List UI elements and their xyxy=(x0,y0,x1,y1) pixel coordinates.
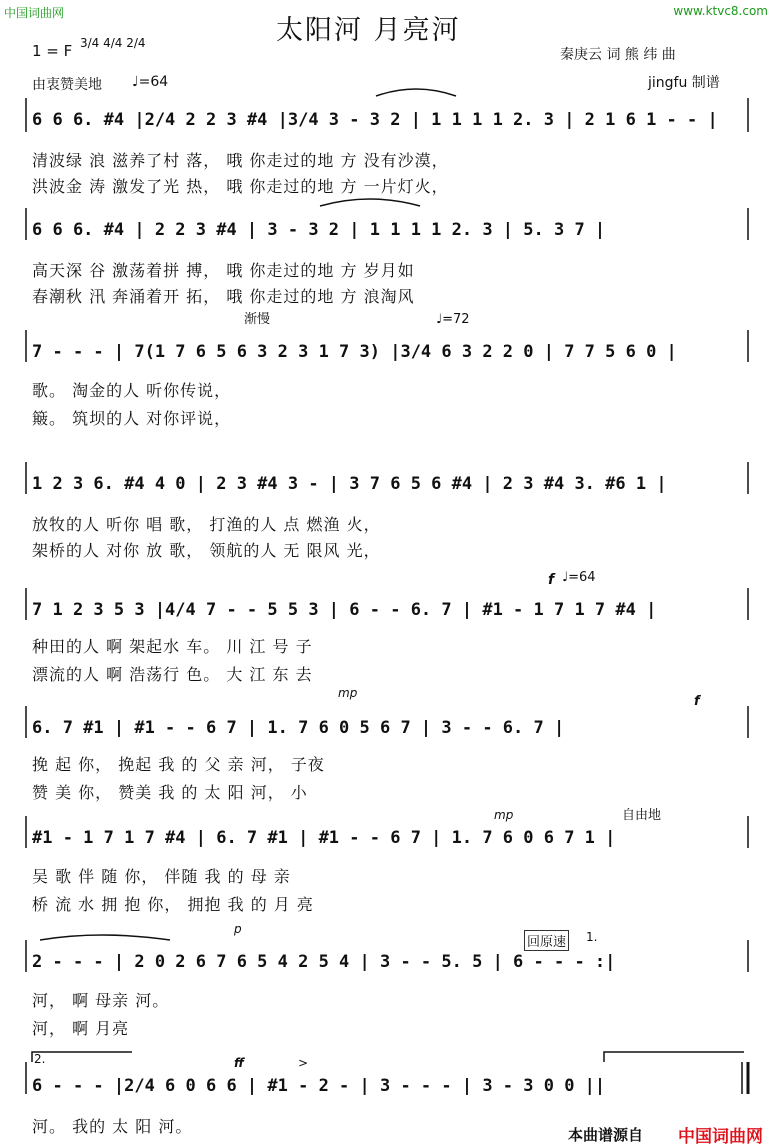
lyrics-verse1: 河， 啊 母亲 河。 xyxy=(32,991,170,1010)
lyrics-verse2: 春潮秋 汛 奔涌着开 拓， 哦 你走过的地 方 浪淘风 xyxy=(32,287,415,306)
lyrics-verse1: 河。 我的 太 阳 河。 xyxy=(32,1117,193,1136)
lyrics-verse1: 清波绿 浪 滋养了村 落， 哦 你走过的地 方 没有沙漠， xyxy=(32,151,449,170)
footer-source: 本曲谱源自 xyxy=(568,1126,644,1144)
dynamic-fortissimo: ff xyxy=(234,1056,244,1070)
notes-line: 1 2 3 6. #4 4 0 | 2 3 #4 3 - | 3 7 6 5 6 #4 | 2 3 #4 3. #6 1 | xyxy=(32,474,667,494)
credits: 秦庚云 词 熊 纬 曲 xyxy=(560,47,676,63)
notes-line: 7 - - - | 7(1 7 6 5 6 3 2 3 1 7 3) |3/4 6 3 2 2 0 | 7 7 5 6 0 | xyxy=(32,342,677,362)
a-tempo-marking: 回原速 xyxy=(524,930,569,951)
volta-bracket xyxy=(604,1052,744,1062)
dynamic-mezzo-piano: mp xyxy=(494,808,514,822)
arranger: jingfu 制谱 xyxy=(648,75,720,91)
notes-line: 7 1 2 3 5 3 |4/4 7 - - 5 5 3 | 6 - - 6. 7 | #1 - 1 7 1 7 #4 | xyxy=(32,600,657,620)
dynamic-mezzo-piano: mp xyxy=(338,686,358,700)
volta-bracket xyxy=(32,1052,132,1062)
song-title: 太阳河 月亮河 xyxy=(276,15,461,46)
notes-line: 2 - - - | 2 0 2 6 7 6 5 4 2 5 4 | 3 - - 5. 5 | 6 - - - :| xyxy=(32,952,616,972)
lyrics-verse1: 放牧的人 听你 唱 歌， 打渔的人 点 燃渔 火， xyxy=(32,515,381,534)
tempo-marking: ♩=64 xyxy=(132,74,169,90)
time-signatures: 3/4 4/4 2/4 xyxy=(80,36,146,50)
volta-second-ending: 2. xyxy=(34,1052,46,1066)
lyrics-verse2: 架桥的人 对你 放 歌， 领航的人 无 限风 光， xyxy=(32,541,381,560)
accent-mark: > xyxy=(298,1056,309,1070)
lyrics-verse2: 漂流的人 啊 浩荡行 色。 大 江 东 去 xyxy=(32,665,313,684)
expression-marking: 由衷赞美地 xyxy=(32,77,102,93)
slur xyxy=(320,199,420,206)
ritardando-marking: 渐慢 xyxy=(244,312,271,327)
slur xyxy=(40,935,170,940)
lyrics-verse1: 歌。 淘金的人 听你传说， xyxy=(32,381,232,400)
lyrics-verse2: 洪波金 涛 激发了光 热， 哦 你走过的地 方 一片灯火， xyxy=(32,177,449,196)
lyrics-verse1: 高天深 谷 激荡着拼 搏， 哦 你走过的地 方 岁月如 xyxy=(32,261,415,280)
key-signature: 1 = F xyxy=(32,42,73,60)
notes-line: 6 - - - |2/4 6 0 6 6 | #1 - 2 - | 3 - - - | 3 - 3 0 0 || xyxy=(32,1076,606,1096)
lyrics-verse2: 河， 啊 月亮 xyxy=(32,1019,130,1038)
lyrics-verse2: 簸。 筑坝的人 对你评说， xyxy=(32,409,232,428)
lyrics-verse2: 赞 美 你， 赞美 我 的 太 阳 河， 小 xyxy=(32,783,308,802)
lyrics-verse1: 种田的人 啊 架起水 车。 川 江 号 子 xyxy=(32,637,313,656)
watermark-left: 中国词曲网 xyxy=(4,6,65,20)
notes-line: 6. 7 #1 | #1 - - 6 7 | 1. 7 6 0 5 6 7 | 3 - - 6. 7 | xyxy=(32,718,565,738)
slur xyxy=(376,89,456,96)
dynamic-forte: f xyxy=(694,694,700,709)
footer-brand: 中国词曲网 xyxy=(678,1127,763,1147)
free-tempo-marking: 自由地 xyxy=(622,808,662,823)
notes-line: #1 - 1 7 1 7 #4 | 6. 7 #1 | #1 - - 6 7 | 1. 7 6 0 6 7 1 | xyxy=(32,828,616,848)
notes-line: 6 6 6. #4 |2/4 2 2 3 #4 |3/4 3 - 3 2 | 1 1 1 1 2. 3 | 2 1 6 1 - - | xyxy=(32,110,718,130)
notes-line: 6 6 6. #4 | 2 2 3 #4 | 3 - 3 2 | 1 1 1 1 2. 3 | 5. 3 7 | xyxy=(32,220,606,240)
volta-first-ending: 1. xyxy=(586,930,598,944)
lyrics-verse1: 挽 起 你， 挽起 我 的 父 亲 河， 子夜 xyxy=(32,755,325,774)
tempo-change-marking: ♩=72 xyxy=(436,312,470,327)
dynamic-piano: p xyxy=(234,922,242,936)
watermark-right: www.ktvc8.com xyxy=(673,4,768,18)
tempo-change-marking: ♩=64 xyxy=(562,570,596,585)
lyrics-verse2: 桥 流 水 拥 抱 你， 拥抱 我 的 月 亮 xyxy=(32,895,314,914)
dynamic-forte: f xyxy=(548,572,555,588)
lyrics-verse1: 吴 歌 伴 随 你， 伴随 我 的 母 亲 xyxy=(32,867,291,886)
